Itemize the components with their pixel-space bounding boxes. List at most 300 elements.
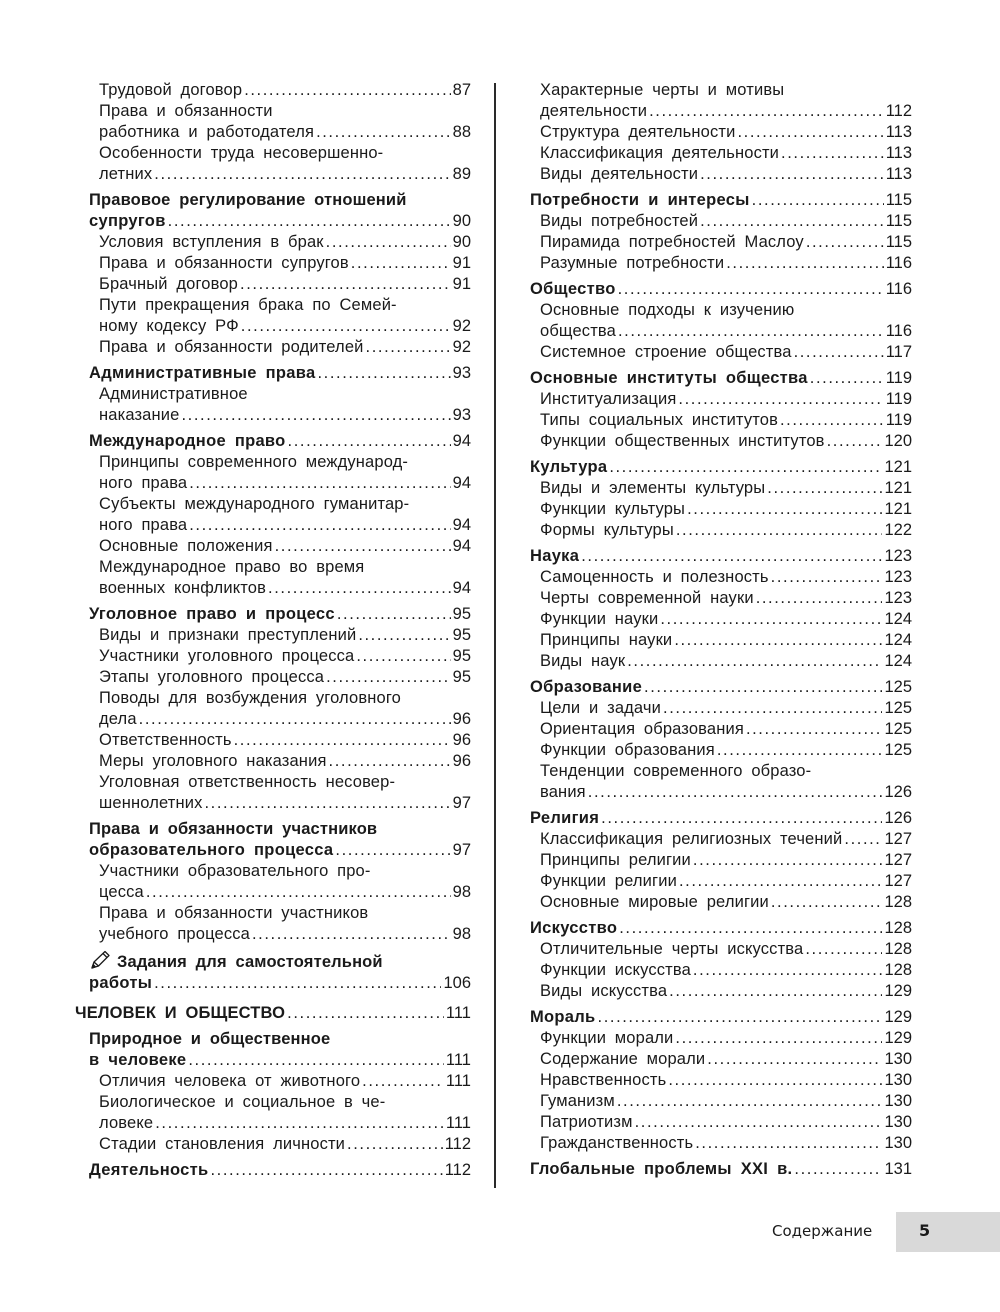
toc-entry-title: Гражданственность [540, 1134, 694, 1152]
toc-entry-row [540, 719, 912, 740]
toc-subsection[interactable] [75, 384, 471, 426]
toc-subsection[interactable] [75, 232, 471, 253]
toc-entry-row [99, 1134, 471, 1155]
toc-entry-row [99, 793, 471, 814]
dot-leader [205, 793, 451, 814]
dot-leader [827, 431, 883, 452]
dot-leader [649, 101, 884, 122]
dot-leader [674, 630, 882, 651]
toc-page-number: 115 [885, 233, 912, 251]
toc-subsection[interactable] [516, 232, 912, 253]
toc-page-number: 94 [452, 474, 471, 492]
toc-entry-row [89, 1160, 471, 1181]
dot-leader [781, 143, 884, 164]
toc-entry-row [540, 850, 912, 871]
toc-page-number: 94 [452, 432, 471, 450]
toc-subsection[interactable] [75, 667, 471, 688]
toc-page-number: 125 [884, 699, 912, 717]
dot-leader [326, 232, 451, 253]
toc-entry-row [540, 782, 912, 803]
toc-entry-row [89, 840, 471, 861]
toc-subsection[interactable] [516, 211, 912, 232]
toc-entry-title-line [99, 143, 471, 164]
toc-subsection[interactable] [516, 1133, 912, 1154]
toc-entry-title: Гуманизм [540, 1092, 615, 1110]
toc-page-number: 117 [885, 343, 912, 361]
toc-entry-title: военных конфликтов [99, 579, 267, 597]
toc-entry-row [540, 321, 912, 342]
toc-page-number: 91 [452, 275, 471, 293]
toc-page-number: 96 [452, 752, 471, 770]
toc-section[interactable] [75, 1160, 471, 1181]
toc-entry-title: шеннолетних [99, 794, 203, 812]
toc-subsection[interactable] [75, 536, 471, 557]
toc-entry-title: Основные положения [99, 537, 273, 555]
toc-subsection[interactable] [75, 80, 471, 101]
dot-leader [767, 478, 882, 499]
toc-entry-row [530, 1007, 912, 1028]
toc-entry-row [99, 473, 471, 494]
toc-entry-title: Уголовное право и процесс [89, 605, 335, 623]
dot-leader [752, 190, 884, 211]
toc-subsection[interactable] [516, 520, 912, 541]
toc-entry-title: Трудовой договор [99, 81, 243, 99]
toc-subsection[interactable] [75, 751, 471, 772]
toc-entry-title-line [99, 295, 471, 316]
toc-entry-row [540, 1049, 912, 1070]
toc-entry-row [540, 431, 912, 452]
toc-entry-title-line [540, 761, 912, 782]
toc-entry-title: работы [89, 974, 153, 992]
toc-entry-text: Принципы современного международ- [99, 453, 409, 471]
toc-entry-row [89, 431, 471, 452]
toc-page-number: 94 [452, 579, 471, 597]
toc-entry-title: Права и обязанности родителей [99, 338, 364, 356]
toc-entry-title: Виды искусства [540, 982, 668, 1000]
toc-subsection[interactable] [516, 431, 912, 452]
dot-leader [241, 316, 451, 337]
toc-entry-row [99, 730, 471, 751]
toc-entry-title: Деятельность [89, 1161, 209, 1179]
toc-entry-title: Культура [530, 458, 608, 476]
toc-page-number: 120 [884, 432, 912, 450]
toc-entry-title: Основные мировые религии [540, 893, 769, 911]
toc-page-number: 127 [884, 872, 912, 890]
toc-subsection[interactable] [75, 1092, 471, 1134]
toc-entry-row [540, 960, 912, 981]
toc-page-number: 116 [885, 280, 912, 298]
toc-page-number: 121 [884, 458, 912, 476]
toc-subsection[interactable] [516, 719, 912, 740]
toc-subsection[interactable] [516, 651, 912, 672]
toc-entry-title: Потребности и интересы [530, 191, 750, 209]
page-number-box [896, 1212, 1000, 1252]
toc-entry-row [540, 122, 912, 143]
toc-entry-row [540, 1070, 912, 1091]
toc-subsection[interactable] [516, 588, 912, 609]
dot-leader [362, 1071, 444, 1092]
toc-page-number: 88 [452, 123, 471, 141]
toc-entry-row [530, 368, 912, 389]
toc-section[interactable] [75, 1029, 471, 1071]
toc-subsection[interactable] [516, 143, 912, 164]
toc-entry-row [89, 973, 471, 994]
toc-subsection[interactable] [75, 730, 471, 751]
toc-subsection[interactable] [516, 567, 912, 588]
toc-page-number: 125 [884, 720, 912, 738]
toc-page-number: 96 [452, 710, 471, 728]
toc-page-number: 123 [884, 568, 912, 586]
toc-page-number: 111 [445, 1072, 471, 1090]
toc-entry-row [540, 588, 912, 609]
toc-entry-title: Брачный договор [99, 275, 239, 293]
toc-entry-row [540, 1091, 912, 1112]
toc-entry-title: Условия вступления в брак [99, 233, 324, 251]
toc-entry-row [89, 211, 471, 232]
toc-entry-title: Функции науки [540, 610, 659, 628]
toc-page-number: 127 [884, 830, 912, 848]
toc-entry-title: цесса [99, 883, 144, 901]
toc-subsection[interactable] [75, 143, 471, 185]
toc-entry-text: Поводы для возбуждения уголовного [99, 689, 401, 707]
toc-subsection[interactable] [75, 1071, 471, 1092]
toc-subsection[interactable] [516, 1070, 912, 1091]
toc-entry-text: Характерные черты и мотивы [540, 81, 785, 99]
dot-leader [288, 431, 451, 452]
dot-leader [669, 981, 882, 1002]
toc-entry-text: Природное и общественное [89, 1030, 331, 1048]
toc-entry-row [99, 646, 471, 667]
dot-leader [617, 1091, 883, 1112]
toc-entry-row [530, 677, 912, 698]
toc-section[interactable] [516, 368, 912, 389]
toc-entry-title: Цели и задачи [540, 699, 662, 717]
toc-page-number: 121 [884, 500, 912, 518]
toc-page-number: 92 [452, 317, 471, 335]
toc-entry-row [99, 232, 471, 253]
toc-page-number: 95 [452, 605, 471, 623]
toc-page-number: 125 [884, 678, 912, 696]
toc-entry-row [540, 410, 912, 431]
dot-leader [668, 1070, 882, 1091]
toc-entry-title-line [540, 300, 912, 321]
toc-entry-text: Основные подходы к изучению [540, 301, 795, 319]
toc-section[interactable] [516, 279, 912, 300]
toc-entry-title-line [89, 950, 471, 973]
toc-section[interactable] [75, 819, 471, 861]
dot-leader [181, 405, 450, 426]
toc-section[interactable] [516, 1007, 912, 1028]
toc-section[interactable] [516, 457, 912, 478]
toc-section[interactable] [516, 677, 912, 698]
dot-leader [844, 829, 882, 850]
toc-subsection[interactable] [75, 557, 471, 599]
toc-subsection[interactable] [75, 861, 471, 903]
toc-entry-title: Функции морали [540, 1029, 674, 1047]
toc-page-number: 126 [884, 783, 912, 801]
toc-subsection[interactable] [516, 1028, 912, 1049]
dot-leader [618, 279, 884, 300]
toc-entry-title: Образование [530, 678, 643, 696]
dot-leader [771, 892, 883, 913]
dot-leader [707, 1049, 882, 1070]
toc-entry-row [540, 740, 912, 761]
toc-entry-row [540, 1133, 912, 1154]
toc-entry-row [530, 190, 912, 211]
toc-entry-row [99, 515, 471, 536]
toc-subsection[interactable] [516, 871, 912, 892]
column-divider [494, 83, 496, 1188]
toc-page-number: 129 [884, 1029, 912, 1047]
toc-entry-title: Черты современной науки [540, 589, 754, 607]
toc-subsection[interactable] [516, 164, 912, 185]
toc-subsection[interactable] [75, 688, 471, 730]
toc-page-number: 128 [884, 893, 912, 911]
dot-leader [700, 164, 884, 185]
toc-section[interactable] [516, 918, 912, 939]
toc-subsection[interactable] [75, 494, 471, 536]
dot-leader [700, 211, 884, 232]
dot-leader [268, 578, 451, 599]
toc-entry-row [99, 164, 471, 185]
toc-entry-row [99, 405, 471, 426]
toc-entry-title: Административные права [89, 364, 316, 382]
dot-leader [609, 457, 882, 478]
toc-subsection[interactable] [516, 698, 912, 719]
toc-section[interactable] [516, 808, 912, 829]
dot-leader [806, 232, 884, 253]
toc-page-number: 123 [884, 589, 912, 607]
toc-entry-row [540, 499, 912, 520]
toc-entry-title: ного права [99, 516, 188, 534]
toc-section[interactable] [75, 190, 471, 232]
toc-page-number: 111 [445, 1051, 471, 1069]
toc-subsection[interactable] [516, 80, 912, 122]
toc-page-number: 93 [452, 364, 471, 382]
toc-entry-row [540, 892, 912, 913]
toc-subsection[interactable] [516, 892, 912, 913]
toc-page-number: 92 [452, 338, 471, 356]
toc-subsection[interactable] [75, 1134, 471, 1155]
dot-leader [693, 850, 883, 871]
dot-leader [139, 709, 451, 730]
toc-section[interactable] [516, 190, 912, 211]
toc-subsection[interactable] [75, 101, 471, 143]
toc-page-number: 116 [885, 322, 912, 340]
toc-entry-row [99, 536, 471, 557]
dot-leader [635, 1112, 883, 1133]
toc-entry-title: Наука [530, 547, 580, 565]
dot-leader [252, 924, 451, 945]
toc-page-number: 130 [884, 1134, 912, 1152]
toc-subsection[interactable] [516, 499, 912, 520]
toc-entry-row [530, 279, 912, 300]
toc-entry-row [540, 478, 912, 499]
toc-subsection[interactable] [75, 646, 471, 667]
dot-leader [366, 337, 451, 358]
toc-subsection[interactable] [75, 253, 471, 274]
toc-entry-title: Принципы науки [540, 631, 673, 649]
toc-page-number: 95 [452, 668, 471, 686]
dot-leader [756, 588, 883, 609]
toc-entry-text: Особенности труда несовершенно- [99, 144, 384, 162]
toc-subsection[interactable] [516, 1049, 912, 1070]
toc-page-number: 121 [884, 479, 912, 497]
dot-leader [154, 973, 441, 994]
toc-subsection[interactable] [516, 761, 912, 803]
toc-subsection[interactable] [75, 274, 471, 295]
toc-subsection[interactable] [516, 630, 912, 651]
toc-entry-title-line [99, 494, 471, 515]
toc-subsection[interactable] [75, 772, 471, 814]
toc-subsection[interactable] [516, 609, 912, 630]
dot-leader [275, 536, 451, 557]
toc-entry-text: Правовое регулирование отношений [89, 191, 407, 209]
toc-subsection[interactable] [516, 1091, 912, 1112]
toc-entry-title: Структура деятельности [540, 123, 736, 141]
toc-entry-text: Участники образовательного про- [99, 862, 371, 880]
toc-entry-title: Пирамида потребностей Маслоу [540, 233, 804, 251]
toc-entry-row [530, 918, 912, 939]
dot-leader [189, 473, 450, 494]
toc-subsection[interactable] [516, 850, 912, 871]
toc-page-number: 96 [452, 731, 471, 749]
toc-page-number: 94 [452, 537, 471, 555]
toc-entry-title-line [99, 452, 471, 473]
toc-section[interactable] [75, 950, 471, 994]
toc-subsection[interactable] [75, 452, 471, 494]
toc-subsection[interactable] [516, 253, 912, 274]
toc-entry-title: Формы культуры [540, 521, 674, 539]
toc-page-number: 98 [452, 925, 471, 943]
toc-subsection[interactable] [75, 337, 471, 358]
toc-subsection[interactable] [75, 295, 471, 337]
toc-entry-row [99, 122, 471, 143]
toc-section[interactable] [516, 1159, 912, 1180]
toc-entry-row [530, 457, 912, 478]
toc-entry-title: Классификация деятельности [540, 144, 780, 162]
toc-subsection[interactable] [516, 981, 912, 1002]
toc-entry-row [75, 1003, 471, 1024]
dot-leader [337, 604, 451, 625]
toc-entry-title-line [89, 819, 471, 840]
toc-subsection[interactable] [516, 829, 912, 850]
toc-page-number: 87 [452, 81, 471, 99]
toc-entry-row [540, 143, 912, 164]
dot-leader [794, 342, 884, 363]
toc-page-number: 95 [452, 626, 471, 644]
toc-page-number: 130 [884, 1113, 912, 1131]
dot-leader [810, 368, 884, 389]
toc-page-number: 119 [885, 411, 912, 429]
toc-page-number: 115 [885, 212, 912, 230]
toc-subsection[interactable] [75, 625, 471, 646]
toc-page-number: 97 [452, 794, 471, 812]
toc-entry-title: учебного процесса [99, 925, 250, 943]
toc-entry-title: Религия [530, 809, 600, 827]
toc-entry-title: Глобальные проблемы XXI в. [530, 1160, 793, 1178]
toc-entry-title: Функции искусства [540, 961, 691, 979]
dot-leader [678, 389, 883, 410]
toc-entry-row [530, 1159, 912, 1180]
dot-leader [146, 882, 451, 903]
toc-subsection[interactable] [75, 903, 471, 945]
toc-entry-title: Институализация [540, 390, 677, 408]
toc-subsection[interactable] [516, 939, 912, 960]
toc-entry-row [540, 1028, 912, 1049]
dot-leader [210, 1160, 442, 1181]
toc-page-number: 130 [884, 1092, 912, 1110]
toc-page-number: 97 [452, 841, 471, 859]
toc-page-number: 130 [884, 1050, 912, 1068]
toc-subsection[interactable] [516, 389, 912, 410]
toc-entry-row [89, 1050, 471, 1071]
toc-entry-title: ному кодексу РФ [99, 317, 239, 335]
dot-leader [676, 520, 883, 541]
toc-entry-row [530, 808, 912, 829]
toc-entry-row [540, 981, 912, 1002]
toc-entry-text: Тенденции современного образо- [540, 762, 812, 780]
toc-section[interactable] [75, 431, 471, 452]
dot-leader [780, 410, 884, 431]
toc-entry-title: дела [99, 710, 137, 728]
toc-entry-row [99, 274, 471, 295]
toc-section[interactable] [75, 604, 471, 625]
toc-page-number: 130 [884, 1071, 912, 1089]
toc-page-number: 112 [444, 1161, 471, 1179]
toc-subsection[interactable] [516, 740, 912, 761]
toc-subsection[interactable] [516, 478, 912, 499]
toc-entry-row [99, 253, 471, 274]
toc-chapter[interactable] [75, 1003, 471, 1024]
dot-leader [588, 782, 883, 803]
toc-column-right [516, 80, 912, 1180]
toc-subsection[interactable] [516, 1112, 912, 1133]
toc-entry-text: Права и обязанности участников [89, 820, 378, 838]
toc-page-number: 113 [885, 123, 912, 141]
dot-leader [356, 646, 450, 667]
dot-leader [687, 499, 882, 520]
toc-entry-text: Права и обязанности [99, 102, 273, 120]
toc-page-number: 113 [885, 165, 912, 183]
toc-subsection[interactable] [516, 960, 912, 981]
dot-leader [619, 918, 882, 939]
toc-entry-title-line [540, 80, 912, 101]
toc-subsection[interactable] [516, 300, 912, 342]
toc-entry-row [540, 567, 912, 588]
toc-entry-title: Виды деятельности [540, 165, 699, 183]
dot-leader [693, 960, 883, 981]
toc-subsection[interactable] [516, 342, 912, 363]
toc-entry-title: образовательного процесса [89, 841, 334, 859]
toc-entry-title: Стадии становления личности [99, 1135, 346, 1153]
toc-entry-title-line [99, 1092, 471, 1113]
dot-leader [240, 274, 451, 295]
toc-subsection[interactable] [516, 122, 912, 143]
toc-entry-title: ного права [99, 474, 188, 492]
toc-entry-title: Отличительные черты искусства [540, 940, 804, 958]
toc-page-number: 106 [443, 974, 471, 992]
toc-section[interactable] [516, 546, 912, 567]
toc-entry-title: Виды потребностей [540, 212, 699, 230]
toc-page-number: 128 [884, 919, 912, 937]
toc-entry-title: Основные институты общества [530, 369, 808, 387]
toc-page-number: 128 [884, 940, 912, 958]
toc-subsection[interactable] [516, 410, 912, 431]
toc-page-number: 94 [452, 516, 471, 534]
toc-section[interactable] [75, 363, 471, 384]
toc-page-number: 129 [884, 982, 912, 1000]
